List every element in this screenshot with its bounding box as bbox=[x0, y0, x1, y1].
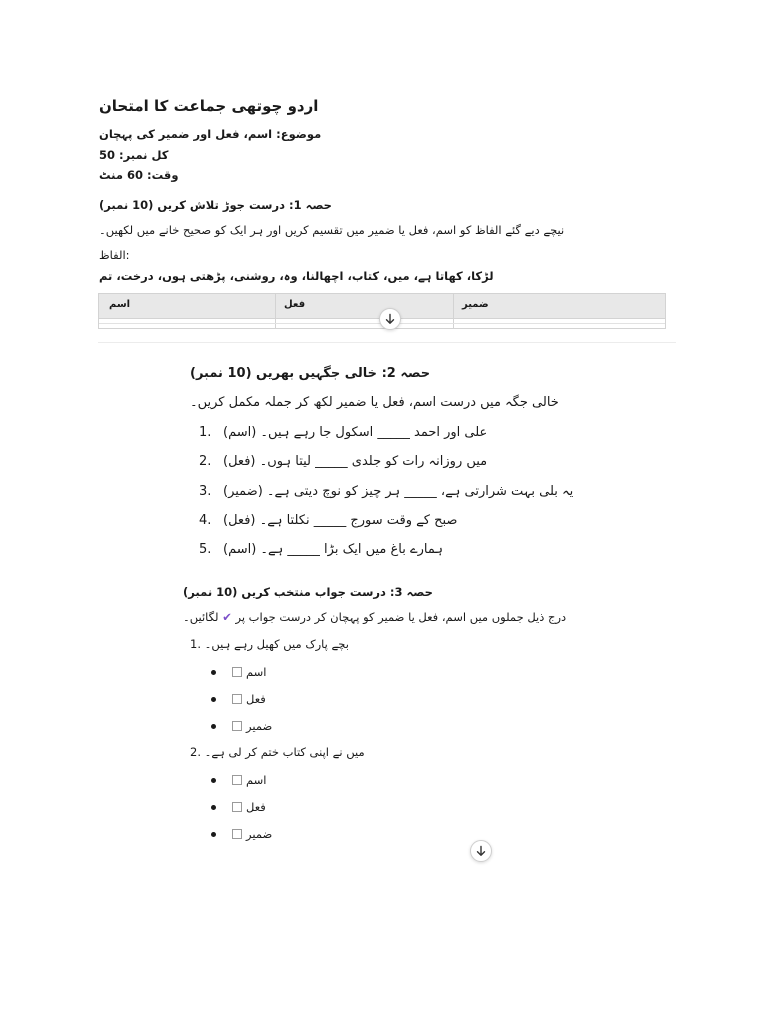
option-label: فعل bbox=[246, 692, 266, 706]
bullet bbox=[211, 670, 216, 675]
section1-heading: حصہ 1: درست جوڑ تلاش کریں (10 نمبر) bbox=[99, 198, 332, 212]
option-label: فعل bbox=[246, 800, 266, 814]
section-divider bbox=[98, 342, 676, 343]
mcq-option[interactable] bbox=[211, 719, 272, 733]
option-checkbox[interactable] bbox=[232, 802, 242, 812]
question-text: میں نے اپنی کتاب ختم کر لی ہے۔ bbox=[204, 745, 365, 759]
option-label: اسم bbox=[246, 665, 267, 679]
item-number: 1. bbox=[199, 425, 212, 440]
mcq-question bbox=[190, 745, 365, 759]
item-number: 5. bbox=[199, 542, 212, 557]
word-list: لڑکا، کھاتا ہے، میں، کتاب، اچھالنا، وہ، روشنی، پڑھتی ہوں، درخت، تم bbox=[99, 269, 494, 283]
item-text: میں روزانہ رات کو جلدی _____ لیتا ہوں۔ (فعل) bbox=[223, 454, 488, 469]
bullet bbox=[211, 805, 216, 810]
question-number: 1. bbox=[190, 637, 201, 651]
scroll-down-button[interactable] bbox=[470, 840, 492, 862]
mcq-option[interactable] bbox=[211, 827, 272, 841]
mcq-option[interactable] bbox=[211, 800, 266, 814]
item-text: ہمارے باغ میں ایک بڑا _____ ہے۔ (اسم) bbox=[223, 542, 443, 557]
fill-blank-item bbox=[199, 484, 573, 499]
bullet bbox=[211, 778, 216, 783]
arrow-down-icon bbox=[384, 313, 396, 325]
section3-instruction bbox=[183, 610, 566, 624]
arrow-down-icon bbox=[475, 845, 487, 857]
item-number: 2. bbox=[199, 454, 212, 469]
fill-blank-item bbox=[199, 454, 487, 469]
bullet bbox=[211, 832, 216, 837]
section3-heading: حصہ 3: درست جواب منتخب کریں (10 نمبر) bbox=[183, 585, 433, 599]
section2-instruction: خالی جگہ میں درست اسم، فعل یا ضمیر لکھ کر جملہ مکمل کریں۔ bbox=[190, 395, 559, 410]
exam-time: وقت: 60 منٹ bbox=[99, 168, 179, 182]
page-title: اردو چوتھی جماعت کا امتحان bbox=[99, 97, 319, 115]
fill-blank-item bbox=[199, 542, 443, 557]
table-header-verb: فعل bbox=[284, 299, 306, 310]
item-number: 4. bbox=[199, 513, 212, 528]
fill-blank-item bbox=[199, 513, 457, 528]
item-text: یہ بلی بہت شرارتی ہے، _____ ہر چیز کو نوچ دیتی ہے۔ (ضمیر) bbox=[223, 484, 574, 499]
item-text: صبح کے وقت سورج _____ نکلتا ہے۔ (فعل) bbox=[223, 513, 458, 528]
total-marks: کل نمبر: 50 bbox=[99, 148, 169, 162]
mcq-option[interactable] bbox=[211, 692, 266, 706]
mcq-option[interactable] bbox=[211, 773, 266, 787]
instruction-text: لگائیں۔ bbox=[183, 610, 219, 624]
check-icon: ✔ bbox=[222, 610, 232, 624]
option-label: ضمیر bbox=[246, 827, 273, 841]
mcq-option[interactable] bbox=[211, 665, 266, 679]
scroll-down-button[interactable] bbox=[379, 308, 401, 330]
section1-instruction: نیچے دیے گئے الفاظ کو اسم، فعل یا ضمیر میں تقسیم کریں اور ہر ایک کو صحیح خانے میں لکھیں۔ bbox=[99, 223, 565, 237]
question-number: 2. bbox=[190, 745, 201, 759]
mcq-question bbox=[190, 637, 349, 651]
option-checkbox[interactable] bbox=[232, 721, 242, 731]
bullet bbox=[211, 697, 216, 702]
option-checkbox[interactable] bbox=[232, 829, 242, 839]
section2-heading: حصہ 2: خالی جگہیں بھریں (10 نمبر) bbox=[190, 366, 431, 381]
fill-blank-item bbox=[199, 425, 487, 440]
bullet bbox=[211, 724, 216, 729]
item-text: علی اور احمد _____ اسکول جا رہے ہیں۔ (اسم) bbox=[223, 425, 488, 440]
table-header-pronoun: ضمیر bbox=[462, 299, 489, 310]
option-checkbox[interactable] bbox=[232, 694, 242, 704]
option-label: اسم bbox=[246, 773, 267, 787]
instruction-text: درج ذیل جملوں میں اسم، فعل یا ضمیر کو پہچان کر درست جواب پر bbox=[235, 610, 567, 624]
table-header-noun: اسم bbox=[109, 299, 131, 310]
exam-topic: موضوع: اسم، فعل اور ضمیر کی پہچان bbox=[99, 127, 322, 141]
item-number: 3. bbox=[199, 484, 212, 499]
option-checkbox[interactable] bbox=[232, 667, 242, 677]
option-label: ضمیر bbox=[246, 719, 273, 733]
question-text: بچے پارک میں کھیل رہے ہیں۔ bbox=[204, 637, 349, 651]
option-checkbox[interactable] bbox=[232, 775, 242, 785]
words-label: الفاظ: bbox=[99, 248, 130, 262]
